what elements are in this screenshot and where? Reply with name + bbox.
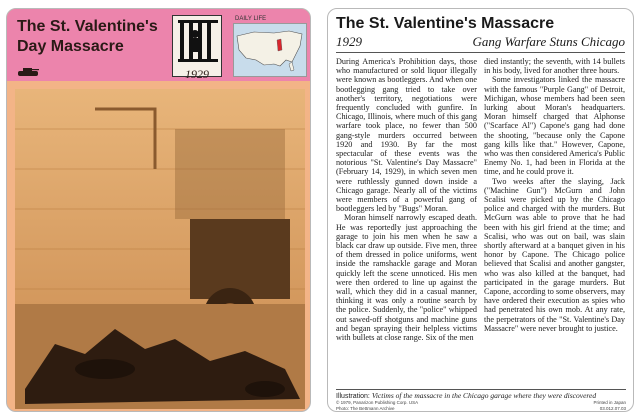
card-front	[6, 8, 311, 412]
paragraph: Two weeks after the slaying, Jack ("Machine Gun") McGurn and John Scalisi were picked up by the Chicago police and charged with the murders. But McGurn was able to prove that he had been with his girl friend at the time; and Scalisi, who was out on bail, was slain shortly afterward at a banquet given in his honor by Capone. The Chicago police believed that Scalisi and another gangster, who was also killed at the banquet, had participated in the garage murders. But Capone, according to some observers, may have ordered their execution as spies who had penetrated his own mob. At any rate, the perpetrators of the "St. Valentine's Day Massacre" were never brought to justice.	[484, 176, 625, 333]
massacre-photo	[15, 89, 305, 409]
jail-bars-icon	[178, 20, 218, 62]
card-back	[327, 8, 634, 412]
paragraph: Moran himself narrowly escaped death. He was reportedly just approaching the garage to join his men when he saw a black car draw up outside. Five men, three of them dressed in police uniforms, went inside the ramshackle garage and Moran quickly left the scene unnoticed. His men were then ordered to line up against the wall, which they did in a casual manner, thinking it was only a routine search by the police. Suddenly, the "police" whipped out sawed-off shotguns and machine guns and began spraying their helpless victims with bullets at close range. Six of the men	[336, 213, 477, 343]
photo-illustration	[15, 89, 305, 409]
footer-left: © 1979, Panarizon Publishing Corp. USA Photo: The Bettmann Archive	[336, 400, 419, 411]
article-year: 1929	[336, 34, 362, 49]
article-subline	[336, 34, 625, 53]
card-footer	[336, 400, 626, 411]
article-column-1	[336, 57, 477, 342]
paragraph: During America's Prohibition days, those who manufactured or sold liquor illegally were known as bootleggers. And when one bootlegging gang tried to take over another's territory, negotiations were frequently concluded with gunfire. In Chicago, Illinois, where much of this gang warfare took place, no fewer than 500 gang-style murders occurred between 1920 and 1930. By far the most spectacular of these events was the notorious "St. Valentine's Day Massacre" (February 14, 1929), in which seven men were ruthlessly gunned down inside a Chicago garage. Nearly all of the victims were members of a powerful gang of bootleggers led by "Bugs" Moran.	[336, 57, 477, 214]
usa-map-icon	[234, 24, 306, 76]
article-subtitle: Gang Warfare Stuns Chicago	[472, 34, 625, 49]
category-label: DAILY LIFE	[235, 16, 267, 22]
front-year: 1929	[185, 67, 209, 81]
illustration-label: Illustration:	[336, 393, 370, 400]
usa-map	[233, 23, 307, 77]
tank-icon	[17, 67, 39, 76]
paragraph: died instantly; the seventh, with 14 bullets in his body, lived for another three hours.	[484, 57, 625, 76]
front-title: The St. Valentine's Day Massacre	[17, 18, 158, 55]
article-title: The St. Valentine's Massacre	[336, 15, 555, 32]
paragraph: Some investigators linked the massacre with the famous "Purple Gang" of Detroit, Michigan, whose members had been seen lurking about Moran's headquarters. Moran himself charged that Alphonse ("Scarface Al") Capone's gang had done the shooting, "because only the Capone gang kills like that." However, Capone, who was then considered America's Public Enemy No. 1, had been in Florida at the time, and he could prove it.	[484, 75, 625, 177]
illustration-caption	[336, 389, 626, 400]
article-column-2	[484, 57, 625, 342]
footer-right: Printed in Japan 03.012.07.03	[593, 400, 626, 411]
article-body	[336, 57, 625, 342]
illustration-text: Victims of the massacre in the Chicago garage where they were discovered	[371, 391, 597, 400]
